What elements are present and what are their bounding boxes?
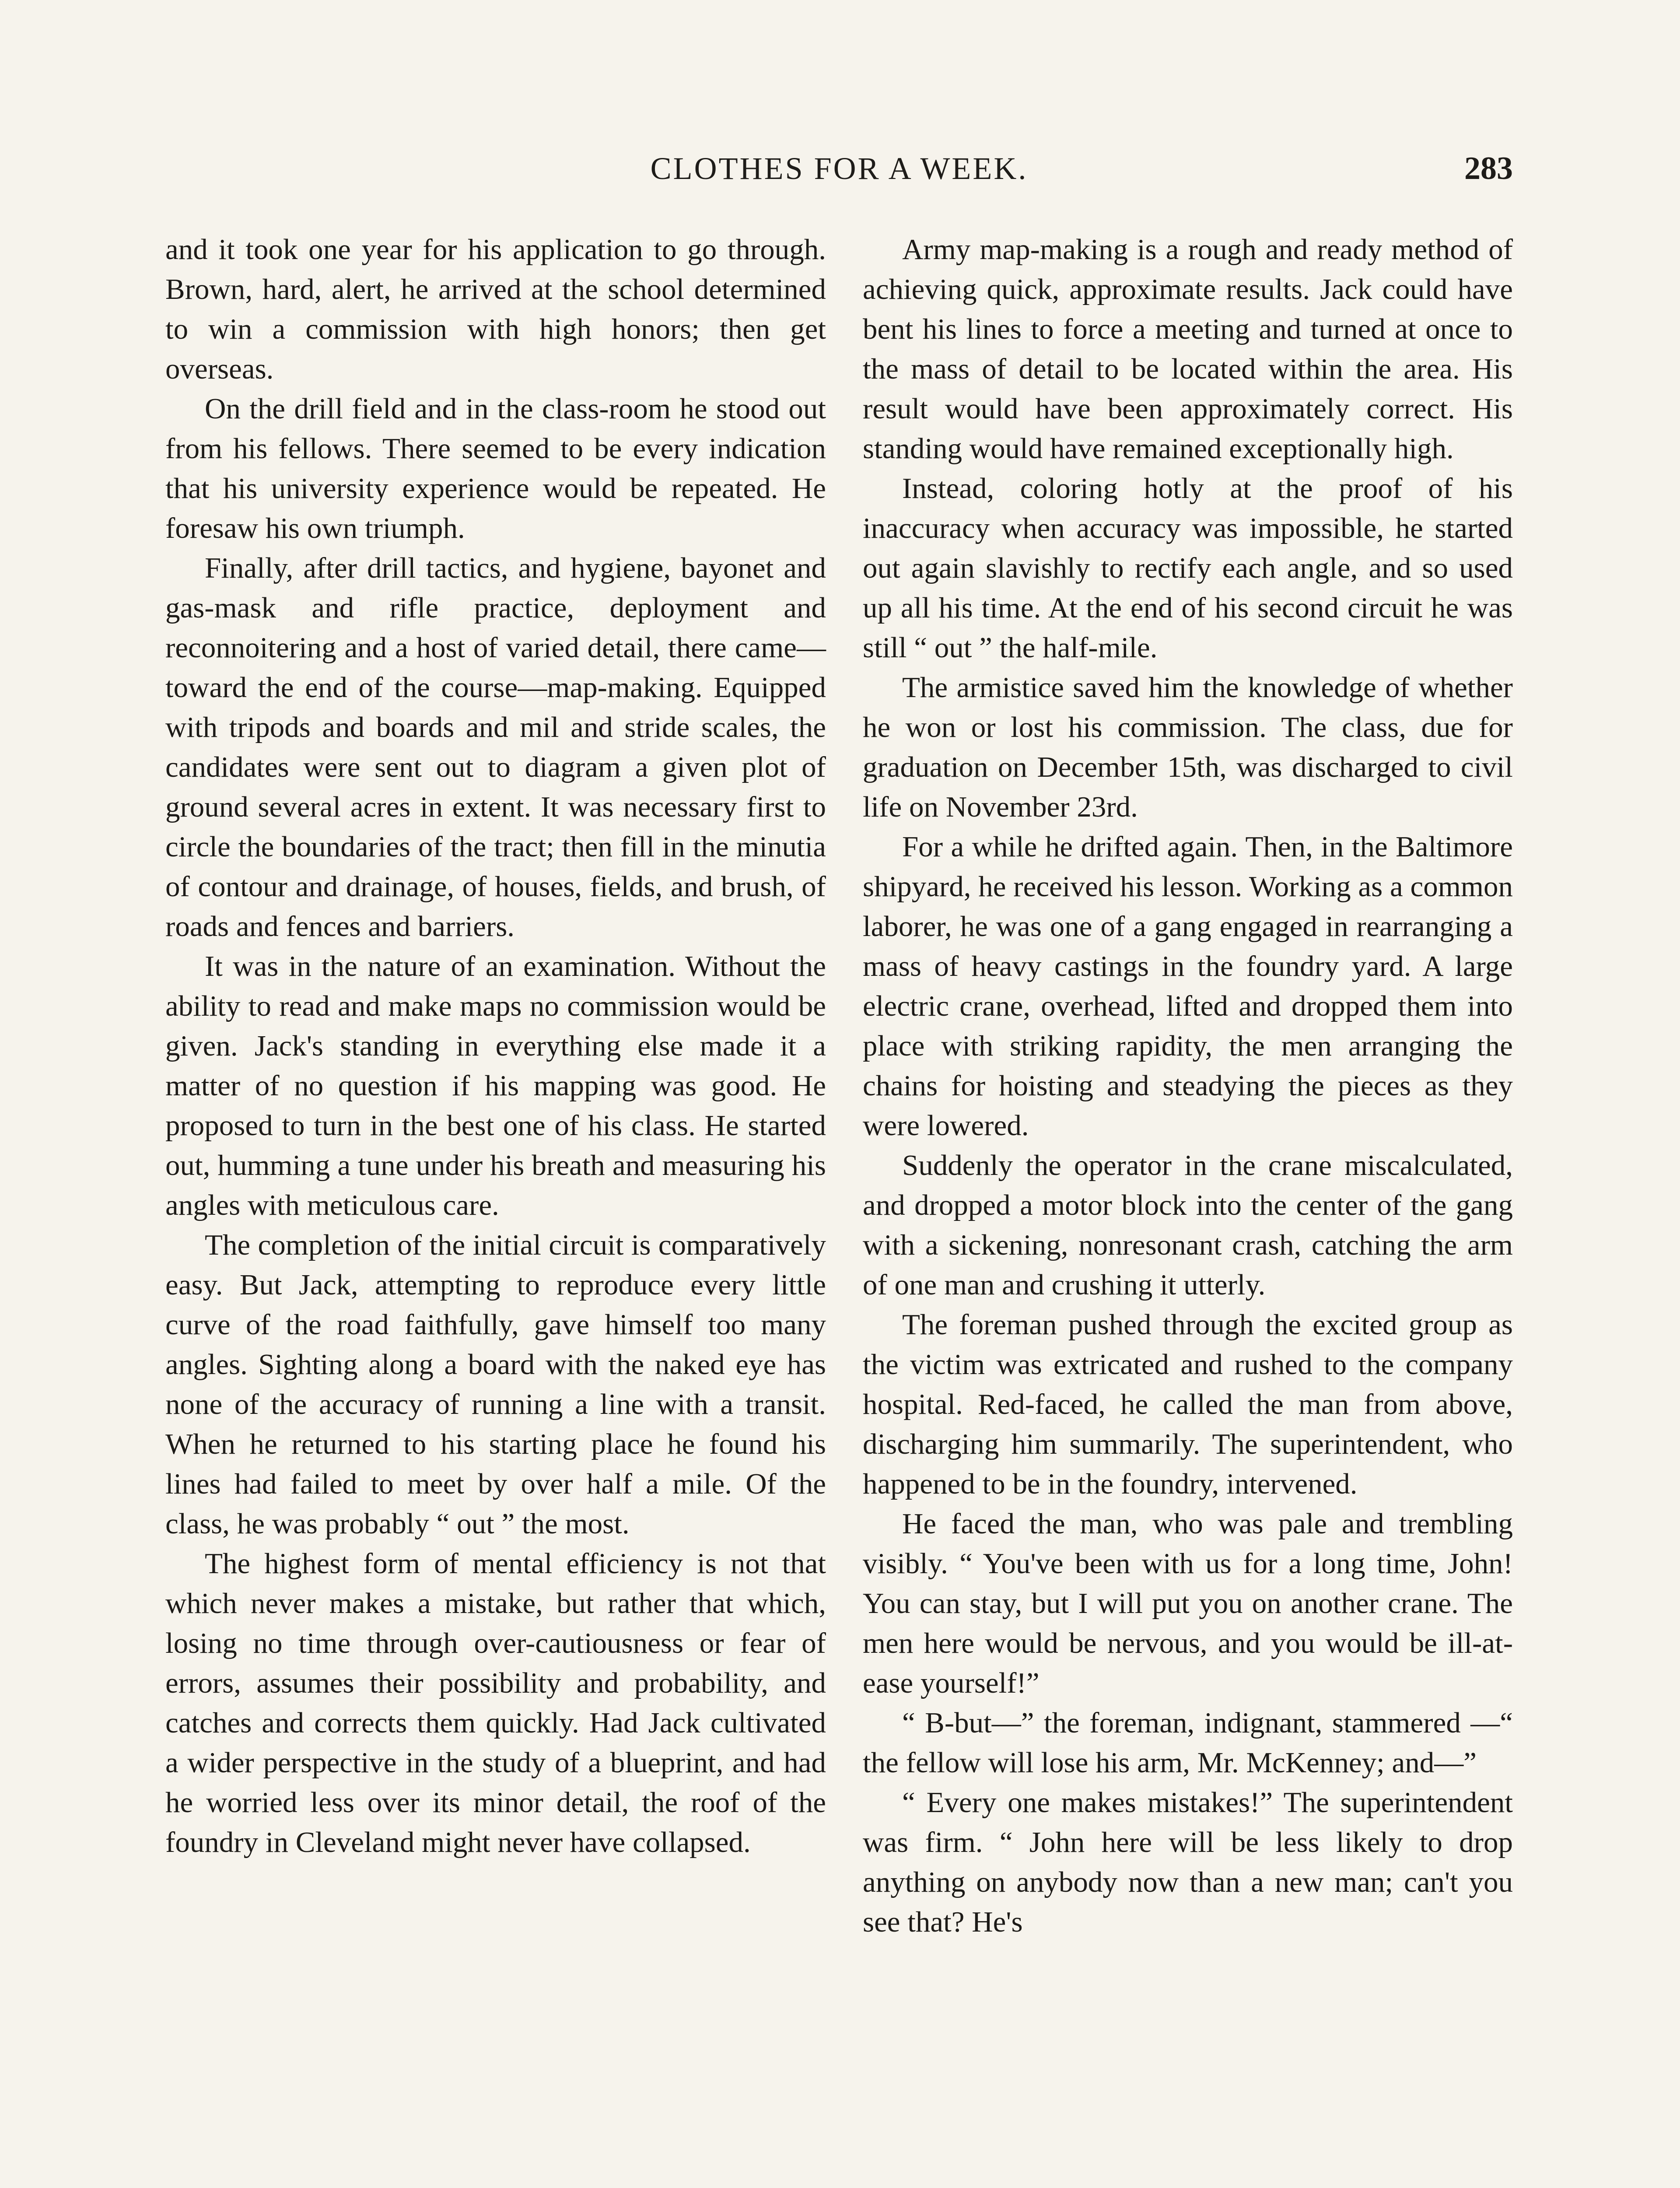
paragraph: The armistice saved him the knowledge of whether he won or lost his commission. The class, due for graduation on December 15th, was discharged to civil life on November 23rd. [863,671,1513,823]
paragraph: Suddenly the operator in the crane miscalculated, and dropped a motor block into the center of the gang with a sickening, nonresonant crash, catching the arm of one man and crushing it utterly. [863,1149,1513,1301]
paragraph: “ Every one makes mistakes!” The superintendent was firm. “ John here will be less likely to drop anything on anybody now than a new man; can't you see that? He's [863,1786,1513,1938]
paragraph: The foreman pushed through the excited group as the victim was extricated and rushed to the company hospital. Red-faced, he called the man from above, discharging him summarily. The superintendent, who happened to be in the foundry, intervened. [863,1308,1513,1500]
paragraph: The completion of the initial circuit is comparatively easy. But Jack, attempting to reproduce every little curve of the road faithfully, gave himself too many angles. Sighting along a board with the naked eye has none of the accuracy of running a line with a transit. When he returned to his starting place he found his lines had failed to meet by over half a mile. Of the class, he was probably “ out ” the most. [165,1229,826,1540]
running-head [165,144,1513,197]
running-title: CLOTHES FOR A WEEK. [650,151,1028,186]
paragraph: Instead, coloring hotly at the proof of his inaccuracy when accuracy was impossible, he started out again slavishly to rectify each angle, and so used up all his time. At the end of his second circuit he was still “ out ” the half-mile. [863,472,1513,664]
paragraph: “ B-but—” the foreman, indignant, stammered —“ the fellow will lose his arm, Mr. McKenney; and—” [863,1707,1513,1779]
right-column [863,230,1513,1942]
paragraph: and it took one year for his application to go through. Brown, hard, alert, he arrived at the school determined to win a commission with high honors; then get overseas. [165,233,826,385]
left-column [165,230,826,1862]
paragraph: On the drill field and in the class-room he stood out from his fellows. There seemed to be every indication that his university experience would be repeated. He foresaw his own triumph. [165,393,826,544]
paragraph: It was in the nature of an examination. Without the ability to read and make maps no commission would be given. Jack's standing in everything else made it a matter of no question if his mapping was good. He proposed to turn in the best one of his class. He started out, humming a tune under his breath and measuring his angles with meticulous care. [165,950,826,1221]
paragraph: Army map-making is a rough and ready method of achieving quick, approximate results. Jack could have bent his lines to force a meeting and turned at once to the mass of detail to be located within the area. His result would have been approximately correct. His standing would have remained exceptionally high. [863,233,1513,465]
page-number: 283 [1464,151,1513,186]
paragraph: Finally, after drill tactics, and hygiene, bayonet and gas-mask and rifle practice, deployment and reconnoitering and a host of varied detail, there came—toward the end of the course—map-making. Equipped with tripods and boards and mil and stride scales, the candidates were sent out to diagram a given plot of ground several acres in extent. It was necessary first to circle the boundaries of the tract; then fill in the minutia of contour and drainage, of houses, fields, and brush, of roads and fences and barriers. [165,552,826,943]
paragraph: The highest form of mental efficiency is not that which never makes a mistake, but rather that which, losing no time through over-cautiousness or fear of errors, assumes their possibility and probability, and catches and corrects them quickly. Had Jack cultivated a wider perspective in the study of a blueprint, and had he worried less over its minor detail, the roof of the foundry in Cleveland might never have collapsed. [165,1547,826,1858]
paragraph: For a while he drifted again. Then, in the Baltimore shipyard, he received his lesson. Working as a common laborer, he was one of a gang engaged in rearranging a mass of heavy castings in the foundry yard. A large electric crane, overhead, lifted and dropped them into place with striking rapidity, the men arranging the chains for hoisting and steadying the pieces as they were lowered. [863,831,1513,1142]
paragraph: He faced the man, who was pale and trembling visibly. “ You've been with us for a long time, John! You can stay, but I will put you on another crane. The men here would be nervous, and you would be ill-at-ease yourself!” [863,1508,1513,1699]
